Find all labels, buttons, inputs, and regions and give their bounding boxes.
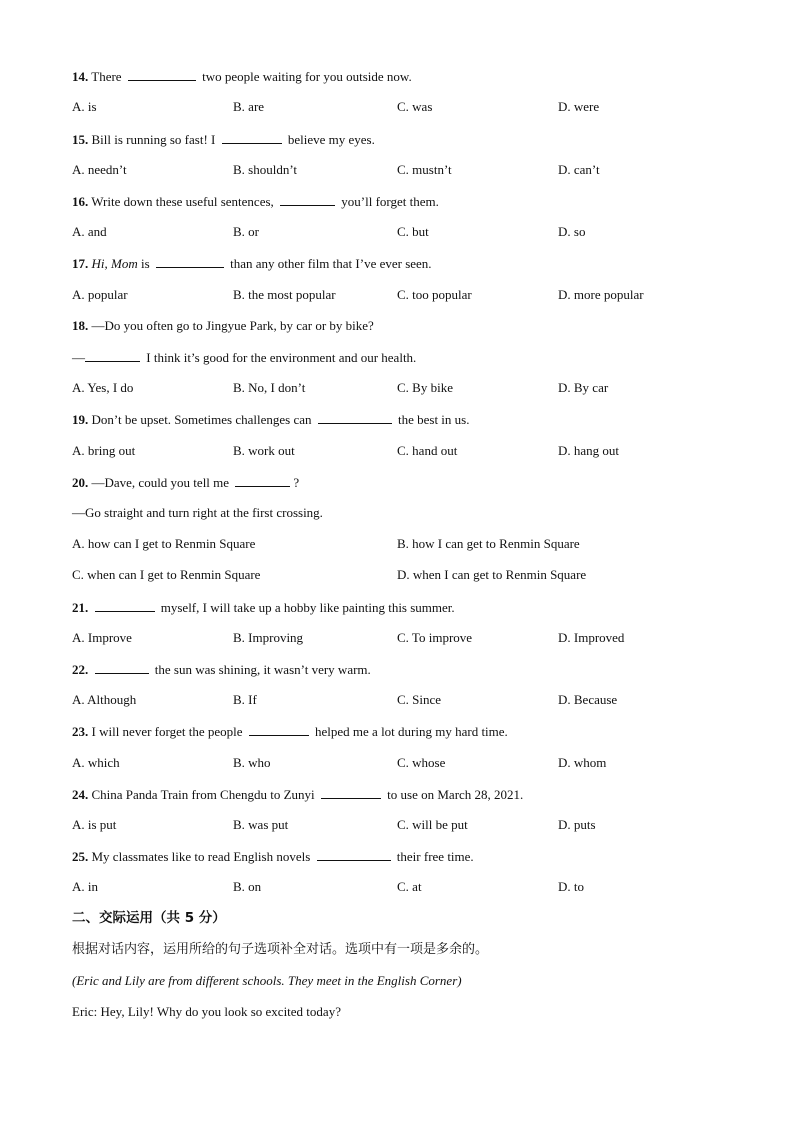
question-text-after: to use on March 28, 2021. (387, 787, 524, 802)
option-c[interactable]: C. at (397, 879, 422, 894)
question-24 (72, 786, 523, 803)
question-text-after: the best in us. (397, 412, 470, 427)
answer-blank[interactable] (85, 349, 140, 362)
dialogue-line: Eric: Hey, Lily! Why do you look so excited today? (72, 1004, 341, 1019)
question-number: 19. (72, 412, 89, 427)
question-18-reply (72, 349, 416, 366)
question-text-before: My classmates like to read English novels (91, 849, 311, 864)
question-number: 17. (72, 256, 89, 271)
answer-blank[interactable] (235, 474, 290, 487)
option-b[interactable]: B. the most popular (233, 287, 336, 302)
question-number: 15. (72, 132, 89, 147)
option-b[interactable]: B. are (233, 99, 265, 114)
option-a[interactable]: A. Improve (72, 630, 132, 645)
dialogue-scene: (Eric and Lily are from different schools. They meet in the English Corner) (72, 973, 462, 988)
option-c[interactable]: C. To improve (397, 630, 473, 645)
option-b[interactable]: B. If (233, 692, 257, 707)
option-b[interactable]: B. how I can get to Renmin Square (397, 536, 580, 551)
option-a[interactable]: A. is put (72, 817, 117, 832)
option-a[interactable]: A. popular (72, 287, 128, 302)
answer-blank[interactable] (222, 131, 282, 144)
option-c[interactable]: C. Since (397, 692, 442, 707)
option-b[interactable]: B. Improving (233, 630, 304, 645)
option-d[interactable]: D. Improved (558, 630, 625, 645)
question-text-after: ? (293, 475, 300, 490)
question-14 (72, 68, 412, 85)
answer-blank[interactable] (156, 255, 224, 268)
option-c[interactable]: C. but (397, 224, 429, 239)
question-text-after: their free time. (396, 849, 474, 864)
option-a[interactable]: A. which (72, 755, 120, 770)
question-text-before: Don’t be upset. Sometimes challenges can (91, 412, 312, 427)
question-text-after: helped me a lot during my hard time. (315, 724, 508, 739)
option-b[interactable]: B. on (233, 879, 262, 894)
option-a[interactable]: A. in (72, 879, 98, 894)
section-instruction: 根据对话内容，运用所给的句子选项补全对话。选项中有一项是多余的。 (72, 942, 489, 957)
question-15 (72, 131, 375, 148)
option-c[interactable]: C. will be put (397, 817, 468, 832)
question-text-after: than any other film that I’ve ever seen. (230, 256, 432, 271)
film-title: Hi, Mom (91, 256, 138, 271)
question-23 (72, 723, 508, 740)
option-c[interactable]: C. By bike (397, 380, 453, 395)
question-20 (72, 474, 299, 491)
option-d[interactable]: D. so (558, 224, 586, 239)
question-text-before: Write down these useful sentences, (91, 194, 274, 209)
option-a[interactable]: A. Although (72, 692, 137, 707)
question-16 (72, 193, 439, 210)
option-c[interactable]: C. too popular (397, 287, 472, 302)
option-d[interactable]: D. By car (558, 380, 609, 395)
question-text-after: myself, I will take up a hobby like painting this summer. (160, 600, 455, 615)
question-20-reply: —Go straight and turn right at the first crossing. (72, 505, 323, 520)
option-d[interactable]: D. were (558, 99, 600, 114)
option-d[interactable]: D. hang out (558, 443, 620, 458)
question-text-before: —Dave, could you tell me (91, 475, 230, 490)
question-text-before: is (140, 256, 150, 271)
option-d[interactable]: D. Because (558, 692, 618, 707)
question-text-before: Bill is running so fast! I (91, 132, 216, 147)
answer-blank[interactable] (95, 599, 155, 612)
option-d[interactable]: D. more popular (558, 287, 644, 302)
question-number: 14. (72, 69, 89, 84)
option-b[interactable]: B. No, I don’t (233, 380, 306, 395)
option-a[interactable]: A. Yes, I do (72, 380, 134, 395)
option-b[interactable]: B. work out (233, 443, 295, 458)
option-d[interactable]: D. can’t (558, 162, 600, 177)
option-b[interactable]: B. was put (233, 817, 289, 832)
option-a[interactable]: A. how can I get to Renmin Square (72, 536, 256, 551)
question-number: 23. (72, 724, 89, 739)
answer-blank[interactable] (95, 661, 149, 674)
answer-blank[interactable] (128, 68, 196, 81)
option-b[interactable]: B. who (233, 755, 271, 770)
question-number: 18. (72, 318, 89, 333)
question-22 (72, 661, 371, 678)
question-25 (72, 848, 474, 865)
option-c[interactable]: C. mustn’t (397, 162, 452, 177)
option-a[interactable]: A. bring out (72, 443, 136, 458)
answer-blank[interactable] (249, 723, 309, 736)
option-c[interactable]: C. hand out (397, 443, 458, 458)
question-number: 20. (72, 475, 89, 490)
answer-blank[interactable] (317, 848, 391, 861)
option-c[interactable]: C. when can I get to Renmin Square (72, 567, 261, 582)
answer-blank[interactable] (321, 786, 381, 799)
question-17 (72, 255, 432, 272)
option-b[interactable]: B. or (233, 224, 259, 239)
question-text-after: believe my eyes. (287, 132, 375, 147)
section-heading: 二、交际运用（共 5 分） (72, 910, 226, 926)
question-text-after: the sun was shining, it wasn’t very warm. (154, 662, 371, 677)
question-number: 16. (72, 194, 89, 209)
question-number: 25. (72, 849, 89, 864)
question-text-before: There (91, 69, 122, 84)
question-text-after: two people waiting for you outside now. (202, 69, 412, 84)
option-a[interactable]: A. and (72, 224, 107, 239)
option-d[interactable]: D. when I can get to Renmin Square (397, 567, 587, 582)
question-18 (72, 318, 374, 334)
answer-blank[interactable] (280, 193, 335, 206)
question-19 (72, 411, 469, 428)
question-text-after: you’ll forget them. (341, 194, 439, 209)
option-a[interactable]: A. needn’t (72, 162, 127, 177)
answer-blank[interactable] (318, 411, 392, 424)
option-d[interactable]: D. puts (558, 817, 596, 832)
reply-text: I think it’s good for the environment and our health. (146, 350, 417, 365)
question-text-before: —Do you often go to Jingyue Park, by car or by bike? (91, 318, 374, 333)
question-text-before: China Panda Train from Chengdu to Zunyi (91, 787, 315, 802)
question-number: 22. (72, 662, 89, 677)
question-text-before: I will never forget the people (91, 724, 243, 739)
reply-dash: — (72, 350, 85, 365)
question-number: 24. (72, 787, 89, 802)
question-21 (72, 599, 455, 616)
option-a[interactable]: A. is (72, 99, 97, 114)
option-b[interactable]: B. shouldn’t (233, 162, 298, 177)
option-c[interactable]: C. was (397, 99, 433, 114)
option-c[interactable]: C. whose (397, 755, 446, 770)
option-d[interactable]: D. whom (558, 755, 607, 770)
question-number: 21. (72, 600, 89, 615)
option-d[interactable]: D. to (558, 879, 584, 894)
